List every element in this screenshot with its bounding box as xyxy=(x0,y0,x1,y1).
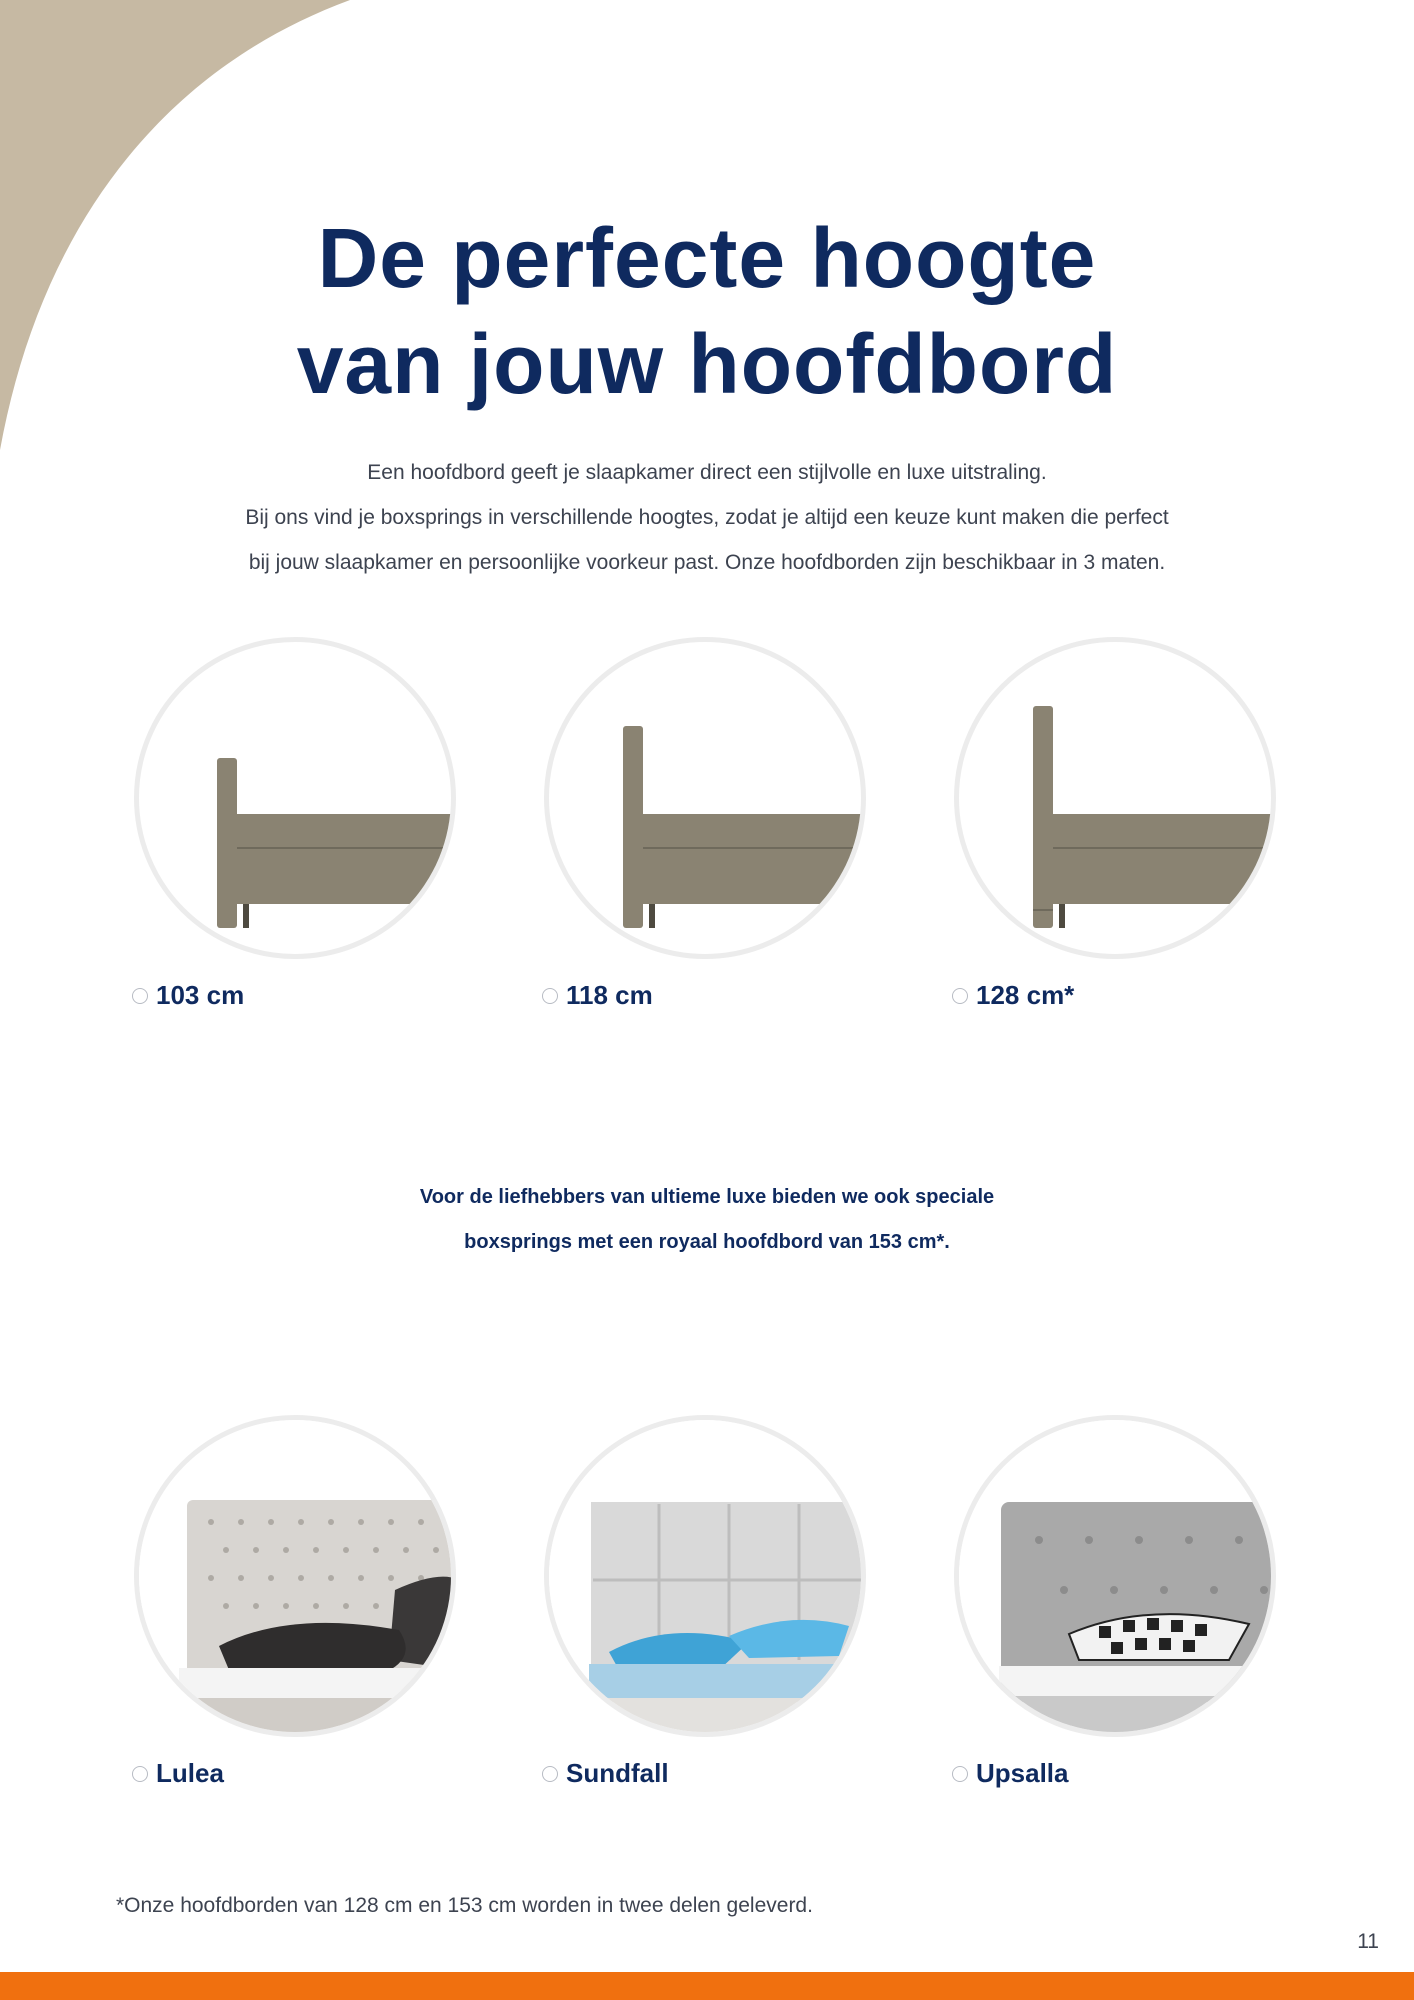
option-128cm-label: 128 cm* xyxy=(976,980,1075,1010)
radio-128cm[interactable] xyxy=(952,988,968,1004)
option-lulea-label: Lulea xyxy=(156,1758,224,1788)
height-image-118 xyxy=(544,637,866,959)
title-line-2: van jouw hoofdbord xyxy=(296,317,1118,411)
radio-103cm[interactable] xyxy=(132,988,148,1004)
radio-lulea[interactable] xyxy=(132,1766,148,1782)
option-lulea[interactable] xyxy=(132,1758,224,1789)
height-image-103 xyxy=(134,637,456,959)
luxe-note-line-1: Voor de liefhebbers van ultieme luxe bieden we ook speciale xyxy=(419,1186,995,1208)
radio-upsalla[interactable] xyxy=(952,1766,968,1782)
option-upsalla-label: Upsalla xyxy=(976,1758,1069,1788)
intro-line-2: Bij ons vind je boxsprings in verschillende hoogtes, zodat je altijd een keuze kunt maken die perfect xyxy=(245,506,1169,529)
page-number: 11 xyxy=(1357,1930,1379,1953)
orange-footer-bar xyxy=(0,1972,1414,2000)
intro-line-1: Een hoofdbord geeft je slaapkamer direct een stijlvolle en luxe uitstraling. xyxy=(367,461,1047,484)
radio-118cm[interactable] xyxy=(542,988,558,1004)
intro-line-3: bij jouw slaapkamer en persoonlijke voorkeur past. Onze hoofdborden zijn beschikbaar in 3 maten. xyxy=(248,551,1166,574)
option-128cm[interactable] xyxy=(952,980,1074,1011)
option-103cm[interactable] xyxy=(132,980,244,1011)
model-image-sundfall xyxy=(544,1415,866,1737)
option-103cm-label: 103 cm xyxy=(156,980,245,1010)
title-line-1: De perfecte hoogte xyxy=(317,211,1097,305)
model-image-upsalla xyxy=(954,1415,1276,1737)
intro-text xyxy=(120,450,1294,585)
luxe-note-line-2: boxsprings met een royaal hoofdbord van 153 cm*. xyxy=(464,1231,950,1253)
radio-sundfall[interactable] xyxy=(542,1766,558,1782)
option-118cm[interactable] xyxy=(542,980,653,1011)
option-upsalla[interactable] xyxy=(952,1758,1069,1789)
model-image-lulea xyxy=(134,1415,456,1737)
height-image-128 xyxy=(954,637,1276,959)
footnote: *Onze hoofdborden van 128 cm en 153 cm worden in twee delen geleverd. xyxy=(116,1894,813,1917)
option-sundfall-label: Sundfall xyxy=(566,1758,669,1788)
option-sundfall[interactable] xyxy=(542,1758,669,1789)
luxe-note xyxy=(0,1175,1414,1265)
page-title xyxy=(0,205,1414,417)
option-118cm-label: 118 cm xyxy=(566,980,653,1010)
